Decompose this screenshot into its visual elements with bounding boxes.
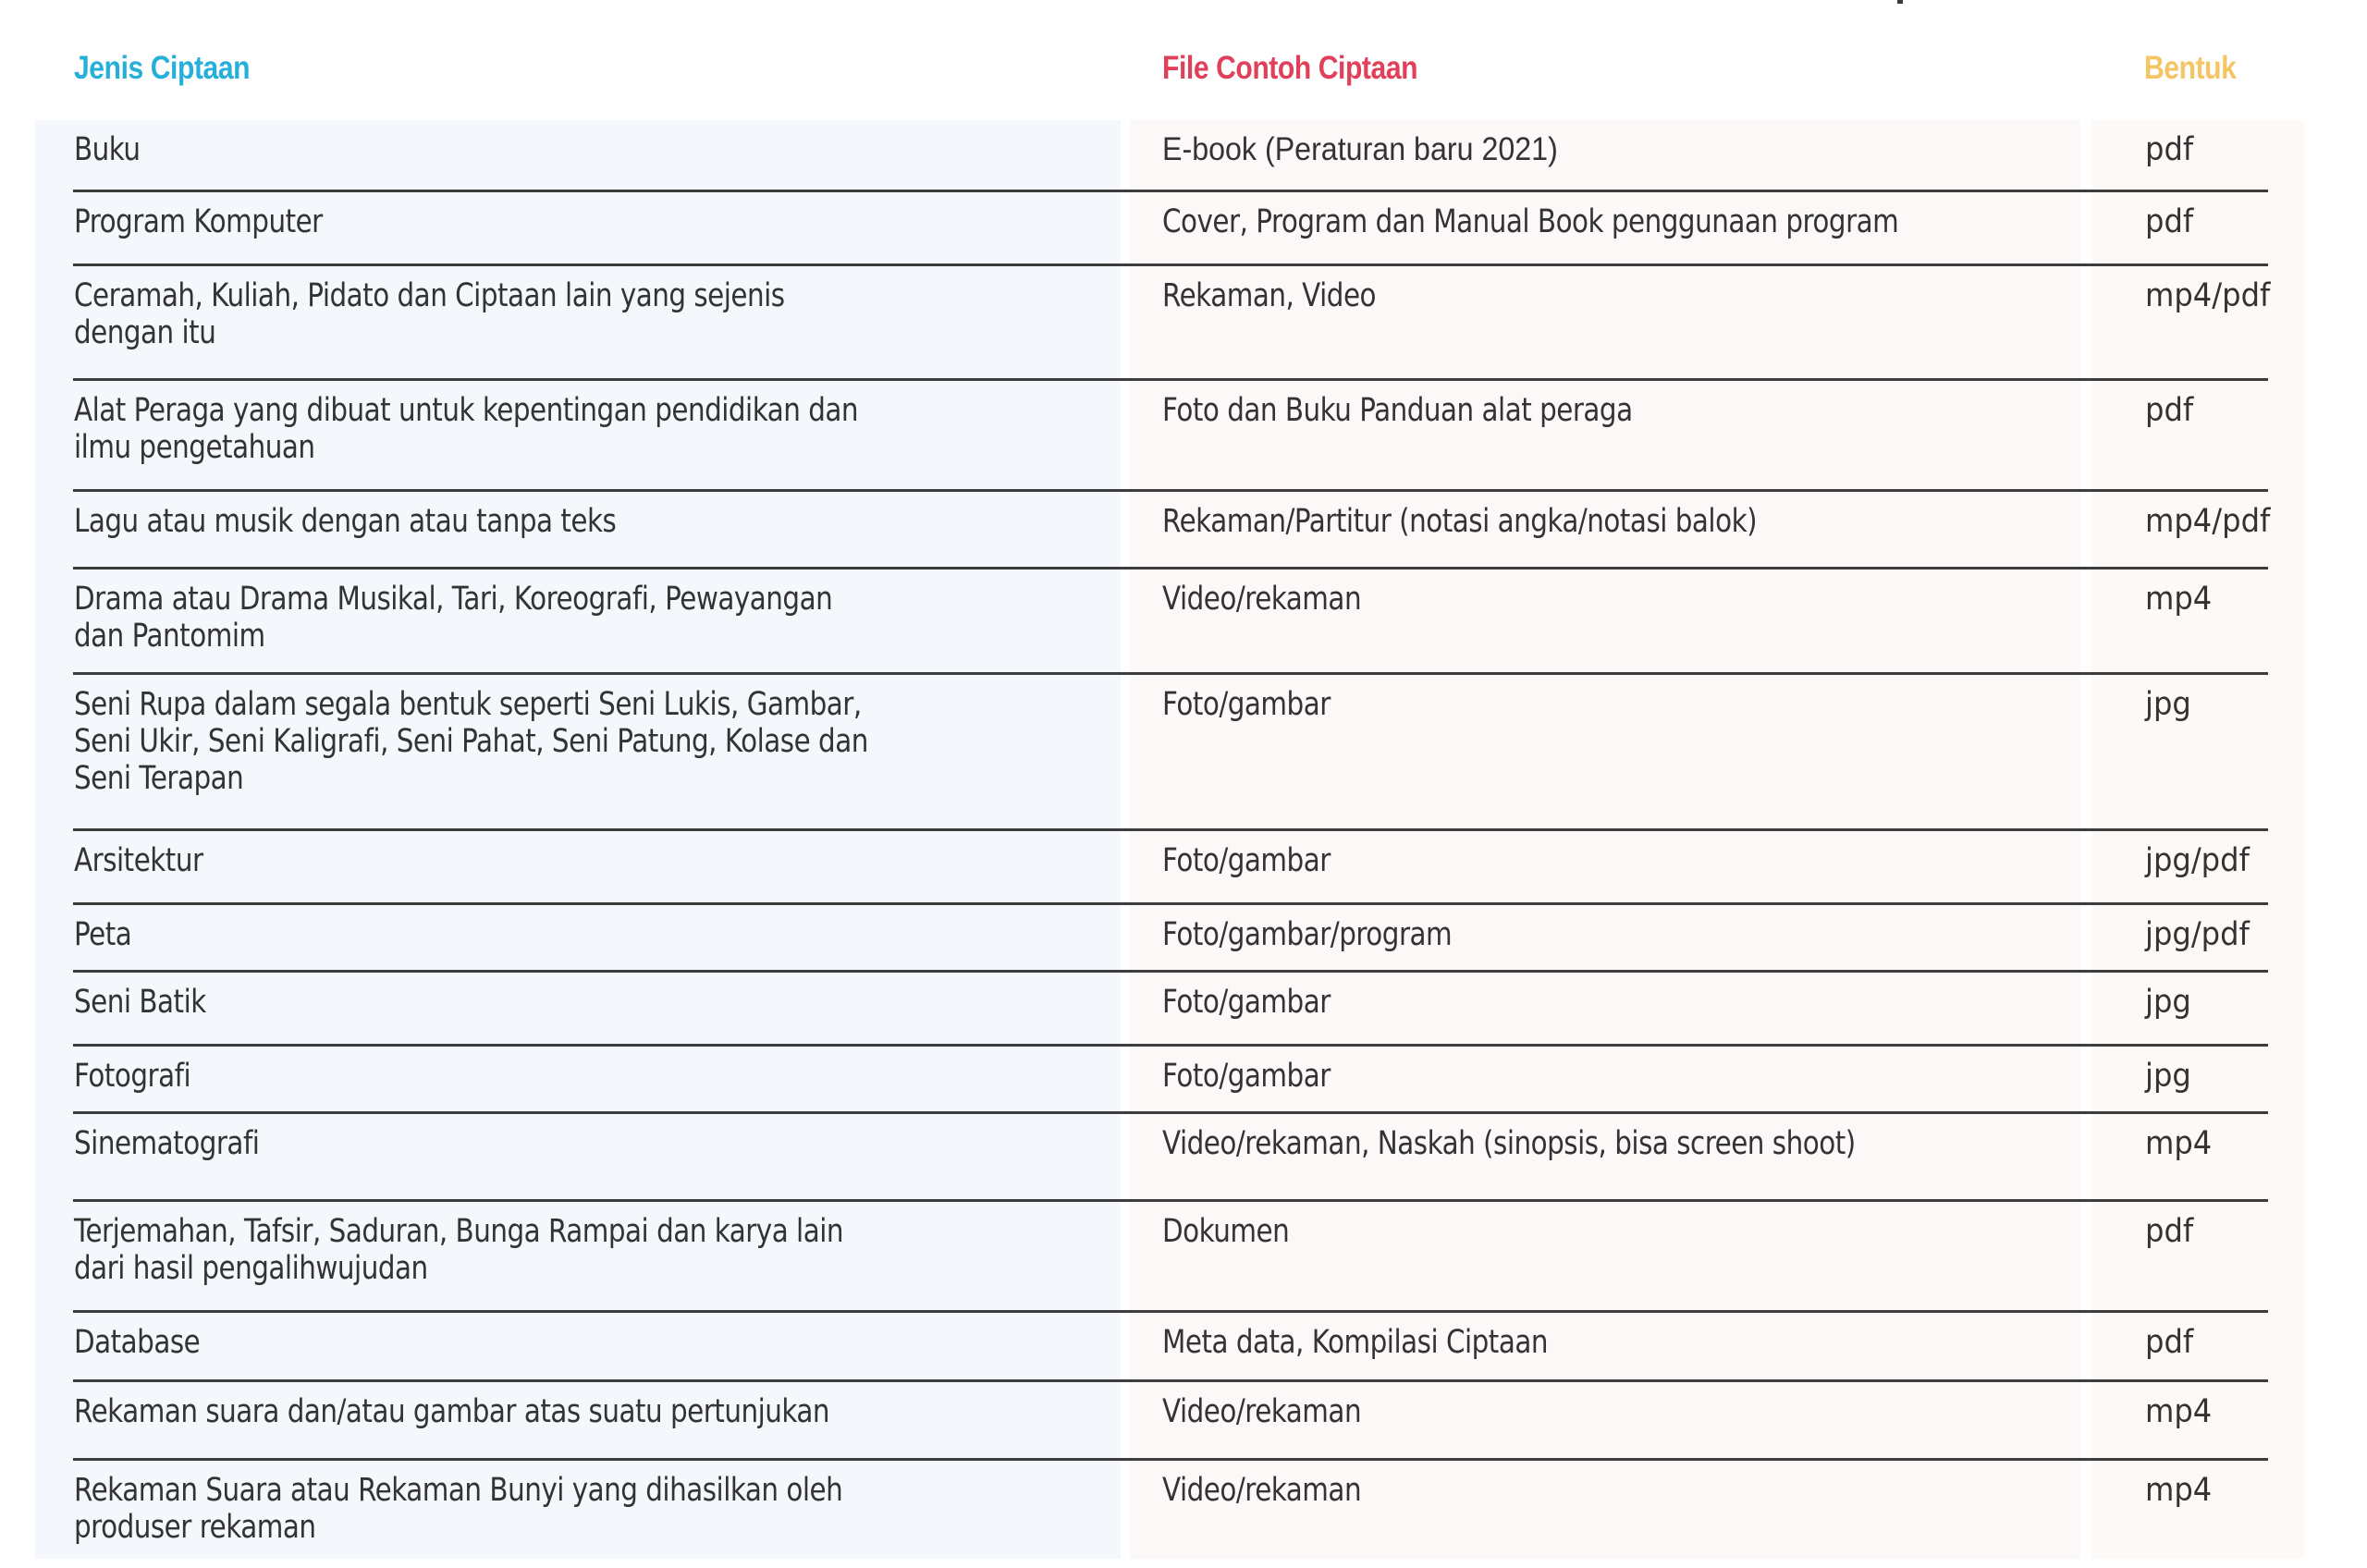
file-example-cell: Video/rekaman bbox=[1162, 1393, 1362, 1430]
jenis-cell: Rekaman Suara atau Rekaman Bunyi yang dihasilkan oleh produser rekaman bbox=[74, 1472, 843, 1546]
format-cell: jpg bbox=[2145, 984, 2191, 1021]
table-row bbox=[0, 492, 2367, 570]
file-example-cell: Foto/gambar bbox=[1162, 842, 1331, 879]
format-cell: mp4 bbox=[2145, 1472, 2213, 1509]
format-cell: jpg bbox=[2145, 686, 2191, 723]
jenis-cell: Drama atau Drama Musikal, Tari, Koreografi, Pewayangan dan Pantomim bbox=[74, 581, 833, 655]
file-example-cell: Video/rekaman bbox=[1162, 1472, 1362, 1509]
file-example-cell: Dokumen bbox=[1162, 1213, 1290, 1250]
format-cell: mp4 bbox=[2145, 581, 2213, 618]
header-jenis-ciptaan: Jenis Ciptaan bbox=[74, 50, 251, 86]
table-row bbox=[0, 1382, 2367, 1461]
jenis-cell: Program Komputer bbox=[74, 203, 323, 240]
jenis-cell: Fotografi bbox=[74, 1058, 191, 1095]
format-cell: mp4 bbox=[2145, 1393, 2213, 1430]
table-row bbox=[0, 1313, 2367, 1382]
format-cell: jpg/pdf bbox=[2145, 916, 2250, 953]
table-row bbox=[0, 973, 2367, 1047]
format-cell: pdf bbox=[2145, 203, 2194, 240]
file-example-cell: Rekaman/Partitur (notasi angka/notasi balok) bbox=[1162, 503, 1758, 540]
table-row bbox=[0, 570, 2367, 675]
table-row bbox=[0, 266, 2367, 381]
table-row bbox=[0, 1114, 2367, 1202]
file-example-cell: E-book (Peraturan baru 2021) bbox=[1162, 131, 1558, 167]
jenis-cell: Database bbox=[74, 1324, 201, 1361]
file-example-cell: Rekaman, Video bbox=[1162, 277, 1377, 314]
format-cell: pdf bbox=[2145, 131, 2194, 168]
jenis-cell: Sinematografi bbox=[74, 1125, 260, 1162]
table-row bbox=[0, 1047, 2367, 1114]
header-bentuk: Bentuk bbox=[2144, 50, 2237, 86]
file-example-cell: Cover, Program dan Manual Book penggunaan program bbox=[1162, 203, 1899, 240]
table-row bbox=[0, 1202, 2367, 1313]
jenis-cell: Ceramah, Kuliah, Pidato dan Ciptaan lain yang sejenis dengan itu bbox=[74, 277, 785, 351]
table-row bbox=[0, 192, 2367, 266]
file-example-cell: Foto/gambar/program bbox=[1162, 916, 1453, 953]
format-cell: jpg/pdf bbox=[2145, 842, 2250, 879]
jenis-cell: Terjemahan, Tafsir, Saduran, Bunga Rampai dan karya lain dari hasil pengalihwujudan bbox=[74, 1213, 844, 1287]
jenis-cell: Seni Batik bbox=[74, 984, 206, 1021]
jenis-cell: Buku bbox=[74, 131, 141, 168]
format-cell: jpg bbox=[2145, 1058, 2191, 1095]
format-cell: pdf bbox=[2145, 1324, 2194, 1361]
file-example-cell: Video/rekaman bbox=[1162, 581, 1362, 618]
jenis-cell: Seni Rupa dalam segala bentuk seperti Seni Lukis, Gambar, Seni Ukir, Seni Kaligrafi, Seni Pahat, Seni Patung, Kolase dan Seni Terapan bbox=[74, 686, 868, 797]
table-row bbox=[0, 831, 2367, 905]
format-cell: pdf bbox=[2145, 392, 2194, 429]
jenis-cell: Arsitektur bbox=[74, 842, 203, 879]
table-row bbox=[0, 905, 2367, 973]
format-cell: mp4/pdf bbox=[2145, 503, 2271, 540]
jenis-cell: Rekaman suara dan/atau gambar atas suatu pertunjukan bbox=[74, 1393, 830, 1430]
jenis-cell: Peta bbox=[74, 916, 132, 953]
format-cell: pdf bbox=[2145, 1213, 2194, 1250]
file-example-cell: Video/rekaman, Naskah (sinopsis, bisa screen shoot) bbox=[1162, 1125, 1856, 1162]
file-example-cell: Foto/gambar bbox=[1162, 984, 1331, 1021]
table-row bbox=[0, 120, 2367, 192]
jenis-cell: Lagu atau musik dengan atau tanpa teks bbox=[74, 503, 617, 540]
format-cell: mp4 bbox=[2145, 1125, 2213, 1162]
table-row bbox=[0, 1461, 2367, 1559]
jenis-cell: Alat Peraga yang dibuat untuk kepentingan pendidikan dan ilmu pengetahuan bbox=[74, 392, 859, 466]
file-example-cell: Meta data, Kompilasi Ciptaan bbox=[1162, 1324, 1548, 1361]
table-row bbox=[0, 381, 2367, 492]
file-example-cell: Foto/gambar bbox=[1162, 1058, 1331, 1095]
table-row bbox=[0, 675, 2367, 831]
format-cell: mp4/pdf bbox=[2145, 277, 2271, 314]
header-file-contoh-ciptaan: File Contoh Ciptaan bbox=[1162, 50, 1418, 86]
file-example-cell: Foto dan Buku Panduan alat peraga bbox=[1162, 392, 1633, 429]
file-example-cell: Foto/gambar bbox=[1162, 686, 1331, 723]
